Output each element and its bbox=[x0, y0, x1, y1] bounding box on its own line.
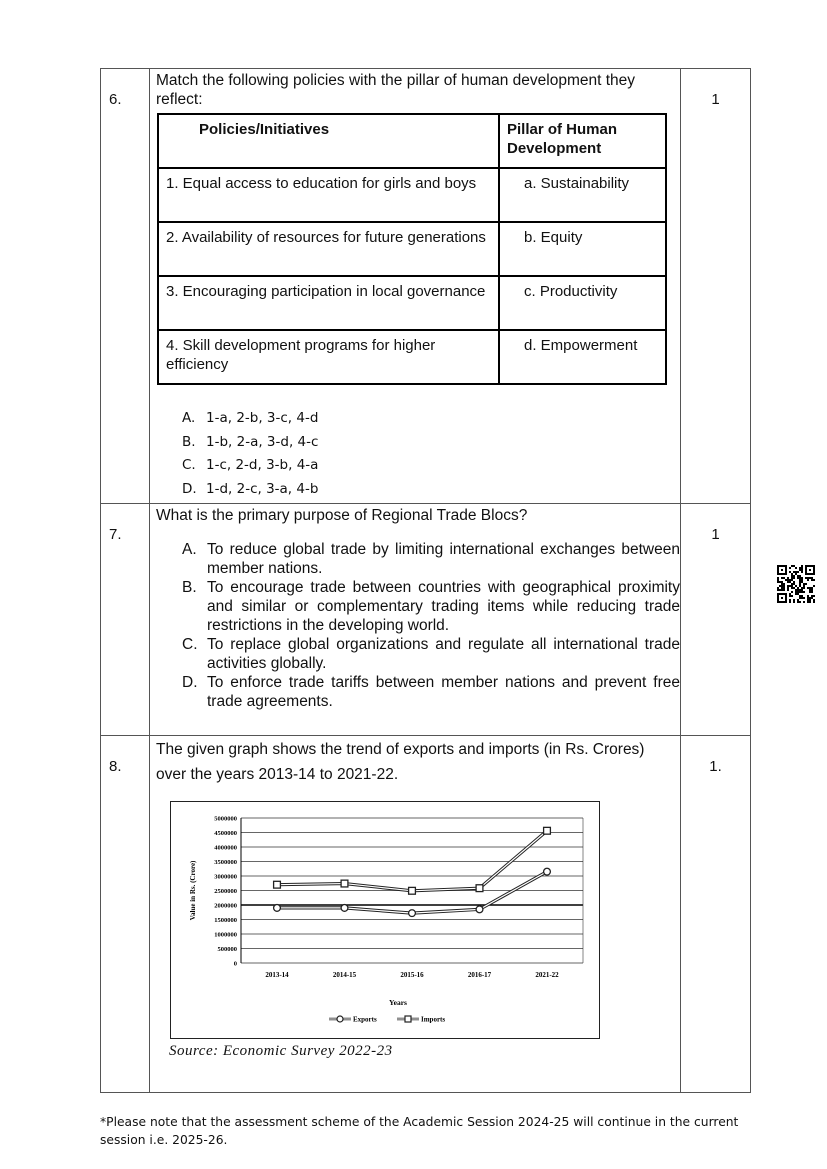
option-text: To enforce trade tariffs between member nations and prevent free trade agreements. bbox=[207, 674, 680, 710]
pillar-cell: a. Sustainability bbox=[499, 168, 666, 222]
qr-module bbox=[799, 601, 801, 603]
qr-module bbox=[811, 591, 813, 593]
qr-module bbox=[791, 575, 793, 577]
qr-module bbox=[783, 589, 785, 591]
option-letter: D. bbox=[182, 480, 197, 497]
qr-module bbox=[777, 579, 779, 581]
qr-module bbox=[779, 589, 781, 591]
marks: 1 bbox=[711, 526, 720, 543]
qr-module bbox=[797, 575, 799, 577]
trade-chart-svg bbox=[171, 802, 599, 1038]
qr-module bbox=[793, 601, 795, 603]
y-tick-label: 500000 bbox=[217, 946, 237, 953]
qr-module bbox=[787, 579, 789, 581]
question-number: 7. bbox=[109, 526, 122, 543]
qr-module bbox=[799, 595, 801, 597]
option-text: 1-d, 2-c, 3-a, 4-b bbox=[206, 480, 319, 497]
qr-module bbox=[799, 597, 801, 599]
qr-module bbox=[797, 577, 799, 579]
qr-module bbox=[793, 565, 795, 567]
option-text: 1-c, 2-d, 3-b, 4-a bbox=[206, 457, 319, 473]
qr-module bbox=[779, 585, 781, 587]
qr-module bbox=[799, 577, 801, 579]
qr-module bbox=[783, 577, 785, 579]
qr-module bbox=[795, 585, 797, 587]
qr-module bbox=[789, 581, 791, 583]
qr-module bbox=[799, 581, 801, 583]
chart-source: Source: Economic Survey 2022-23 bbox=[169, 1043, 393, 1059]
qr-module bbox=[799, 591, 801, 593]
qr-module bbox=[783, 587, 785, 589]
y-tick-label: 4000000 bbox=[214, 844, 237, 852]
qr-module bbox=[799, 575, 801, 577]
qr-module bbox=[791, 573, 793, 575]
trade-chart bbox=[170, 801, 600, 1039]
qr-module bbox=[799, 585, 801, 587]
exports-point bbox=[274, 905, 281, 912]
legend-imports-marker bbox=[405, 1016, 411, 1022]
imports-point bbox=[341, 880, 348, 887]
qr-module bbox=[795, 571, 797, 573]
qr-module bbox=[781, 597, 783, 599]
qr-module bbox=[805, 577, 807, 579]
option-letter: C. bbox=[182, 457, 196, 473]
qr-module bbox=[789, 585, 791, 587]
option-a[interactable] bbox=[182, 407, 680, 431]
option-letter: B. bbox=[182, 579, 197, 596]
y-tick-label: 2500000 bbox=[214, 888, 237, 895]
question-text: The given graph shows the trend of exports and imports (in Rs. Crores) over the years 2013-14 to 2021-22. bbox=[156, 741, 645, 783]
exports-point bbox=[544, 868, 551, 875]
qr-module bbox=[791, 583, 793, 585]
policy-cell: 1. Equal access to education for girls and boys bbox=[158, 168, 499, 222]
qr-module bbox=[783, 585, 785, 587]
imports-point bbox=[544, 827, 551, 834]
qr-module bbox=[781, 589, 783, 591]
qr-module bbox=[777, 587, 779, 589]
option-letter: C. bbox=[182, 636, 198, 653]
option-a[interactable] bbox=[182, 540, 680, 578]
qr-module bbox=[803, 583, 805, 585]
option-text: To reduce global trade by limiting international exchanges between member nations. bbox=[207, 541, 680, 577]
qr-module bbox=[795, 589, 797, 591]
question-row-7 bbox=[101, 504, 751, 736]
qr-module bbox=[799, 567, 801, 569]
imports-point bbox=[409, 887, 416, 894]
y-tick-label: 5000000 bbox=[214, 815, 237, 823]
option-c[interactable] bbox=[182, 454, 680, 478]
qr-module bbox=[801, 595, 803, 597]
qr-module bbox=[809, 597, 811, 599]
qr-module bbox=[791, 585, 793, 587]
qr-module bbox=[793, 583, 795, 585]
y-tick-label: 3000000 bbox=[214, 873, 237, 881]
qr-module bbox=[787, 581, 789, 583]
pillar-cell: d. Empowerment bbox=[499, 330, 666, 384]
qr-module bbox=[787, 589, 789, 591]
header-pillar: Pillar of Human Development bbox=[499, 114, 666, 168]
qr-module bbox=[797, 587, 799, 589]
y-tick-label: 4500000 bbox=[214, 830, 237, 837]
match-row bbox=[158, 276, 666, 330]
qr-module bbox=[789, 567, 791, 569]
qr-module bbox=[803, 601, 805, 603]
option-text: To replace global organizations and regulate all international trade activities globally. bbox=[207, 636, 680, 672]
qr-module bbox=[809, 569, 811, 571]
qr-module bbox=[811, 589, 813, 591]
qr-module bbox=[801, 571, 803, 573]
qr-module bbox=[807, 599, 809, 601]
imports-point bbox=[476, 885, 483, 892]
match-table-header bbox=[158, 114, 666, 168]
qr-module bbox=[801, 597, 803, 599]
series-line-inner bbox=[277, 831, 547, 891]
footnote: *Please note that the assessment scheme of the Academic Session 2024-25 will continue in the current session i.e. 2025-26. bbox=[100, 1115, 739, 1147]
question-row-8 bbox=[101, 736, 751, 1093]
question-table bbox=[100, 68, 751, 1093]
qr-module bbox=[813, 601, 815, 603]
qr-module bbox=[779, 581, 781, 583]
x-tick-label: 2014-15 bbox=[332, 971, 357, 979]
qr-module bbox=[793, 577, 795, 579]
match-row bbox=[158, 168, 666, 222]
question-number: 6. bbox=[109, 91, 122, 108]
qr-module bbox=[801, 569, 803, 571]
qr-module bbox=[795, 593, 797, 595]
qr-module bbox=[777, 577, 779, 579]
qr-module bbox=[809, 587, 811, 589]
x-tick-label: 2013-14 bbox=[265, 971, 289, 979]
qr-module bbox=[791, 577, 793, 579]
option-d[interactable] bbox=[182, 673, 680, 711]
pillar-cell: b. Equity bbox=[499, 222, 666, 276]
qr-module bbox=[811, 597, 813, 599]
qr-module bbox=[781, 569, 783, 571]
qr-module bbox=[807, 577, 809, 579]
qr-module bbox=[807, 597, 809, 599]
option-d[interactable] bbox=[182, 478, 680, 502]
policy-cell: 3. Encouraging participation in local governance bbox=[158, 276, 499, 330]
y-axis-label: Value in Rs. (Crore) bbox=[189, 860, 197, 921]
y-tick-label: 3500000 bbox=[214, 859, 237, 866]
qr-module bbox=[799, 589, 801, 591]
x-tick-label: 2015-16 bbox=[400, 971, 424, 979]
match-table bbox=[157, 113, 667, 385]
qr-module bbox=[791, 565, 793, 567]
qr-module bbox=[803, 587, 805, 589]
question-row-6 bbox=[101, 69, 751, 504]
qr-module bbox=[789, 601, 791, 603]
exports-point bbox=[476, 906, 483, 913]
qr-module bbox=[811, 579, 813, 581]
qr-module bbox=[781, 587, 783, 589]
match-row bbox=[158, 222, 666, 276]
qr-module bbox=[793, 599, 795, 601]
marks: 1 bbox=[711, 91, 720, 108]
qr-module bbox=[789, 579, 791, 581]
qr-module bbox=[797, 601, 799, 603]
question-text: What is the primary purpose of Regional Trade Blocs? bbox=[156, 507, 528, 524]
imports-point bbox=[274, 881, 281, 888]
qr-module bbox=[807, 587, 809, 589]
qr-module bbox=[811, 577, 813, 579]
option-letter: D. bbox=[182, 674, 198, 691]
qr-module bbox=[797, 599, 799, 601]
qr-module bbox=[781, 581, 783, 583]
y-tick-label: 0 bbox=[233, 960, 237, 968]
options-list bbox=[182, 540, 680, 711]
y-tick-label: 1000000 bbox=[214, 931, 237, 939]
option-b[interactable] bbox=[182, 431, 680, 455]
qr-module bbox=[813, 599, 815, 601]
qr-module bbox=[801, 577, 803, 579]
marks: 1. bbox=[709, 758, 722, 775]
qr-module bbox=[797, 591, 799, 593]
qr-module bbox=[795, 591, 797, 593]
qr-module bbox=[809, 601, 811, 603]
question-number: 8. bbox=[109, 758, 122, 775]
qr-module bbox=[801, 567, 803, 569]
qr-module bbox=[811, 587, 813, 589]
option-letter: B. bbox=[182, 433, 196, 450]
qr-module bbox=[793, 571, 795, 573]
qr-module bbox=[805, 583, 807, 585]
y-tick-label: 1500000 bbox=[214, 917, 237, 924]
qr-module bbox=[781, 577, 783, 579]
option-letter: A. bbox=[182, 541, 197, 558]
qr-module bbox=[791, 591, 793, 593]
qr-module bbox=[781, 585, 783, 587]
header-policies: Policies/Initiatives bbox=[158, 114, 499, 168]
pillar-cell: c. Productivity bbox=[499, 276, 666, 330]
qr-module bbox=[807, 579, 809, 581]
qr-module bbox=[799, 579, 801, 581]
qr-module bbox=[789, 595, 791, 597]
qr-module bbox=[787, 577, 789, 579]
qr-code bbox=[777, 565, 815, 603]
qr-module bbox=[807, 601, 809, 603]
qr-module bbox=[781, 583, 783, 585]
qr-module bbox=[795, 567, 797, 569]
qr-module bbox=[783, 583, 785, 585]
qr-module bbox=[791, 587, 793, 589]
qr-module bbox=[777, 589, 779, 591]
x-tick-label: 2021-22 bbox=[535, 971, 559, 979]
qr-module bbox=[809, 591, 811, 593]
qr-module bbox=[799, 583, 801, 585]
qr-module bbox=[807, 595, 809, 597]
qr-module bbox=[791, 595, 793, 597]
qr-module bbox=[803, 591, 805, 593]
qr-code-icon bbox=[777, 565, 815, 603]
qr-module bbox=[789, 593, 791, 595]
qr-module bbox=[801, 589, 803, 591]
qr-module bbox=[809, 589, 811, 591]
qr-module bbox=[793, 587, 795, 589]
legend-exports-label: Exports bbox=[353, 1015, 377, 1024]
qr-module bbox=[789, 571, 791, 573]
qr-module bbox=[797, 593, 799, 595]
policy-cell: 2. Availability of resources for future generations bbox=[158, 222, 499, 276]
options-list bbox=[182, 407, 680, 501]
x-axis-label: Years bbox=[389, 998, 407, 1007]
policy-cell: 4. Skill development programs for higher efficiency bbox=[158, 330, 499, 384]
y-tick-label: 2000000 bbox=[214, 902, 237, 910]
qr-module bbox=[787, 587, 789, 589]
option-b[interactable] bbox=[182, 578, 680, 635]
qr-module bbox=[801, 581, 803, 583]
option-text: To encourage trade between countries with geographical proximity and similar or complementary trading items while reducing trade restrictions in the developing world. bbox=[207, 579, 680, 634]
qr-module bbox=[785, 579, 787, 581]
option-letter: A. bbox=[182, 410, 196, 426]
qr-module bbox=[801, 579, 803, 581]
qr-module bbox=[813, 579, 815, 581]
qr-module bbox=[797, 571, 799, 573]
exports-point bbox=[341, 905, 348, 912]
qr-module bbox=[799, 569, 801, 571]
qr-module bbox=[801, 565, 803, 567]
qr-module bbox=[801, 591, 803, 593]
exports-point bbox=[409, 910, 416, 917]
qr-module bbox=[795, 573, 797, 575]
qr-module bbox=[813, 595, 815, 597]
qr-module bbox=[811, 595, 813, 597]
x-tick-label: 2016-17 bbox=[467, 971, 492, 979]
option-c[interactable] bbox=[182, 635, 680, 673]
series-line-imports bbox=[277, 831, 547, 891]
match-row bbox=[158, 330, 666, 384]
legend-exports-marker bbox=[337, 1016, 343, 1022]
qr-module bbox=[813, 585, 815, 587]
question-text: Match the following policies with the pillar of human development they reflect: bbox=[156, 72, 636, 108]
qr-module bbox=[809, 577, 811, 579]
qr-module bbox=[801, 587, 803, 589]
qr-module bbox=[777, 581, 779, 583]
qr-module bbox=[789, 599, 791, 601]
option-text: 1-b, 2-a, 3-d, 4-c bbox=[206, 433, 319, 450]
qr-module bbox=[803, 585, 805, 587]
qr-module bbox=[797, 589, 799, 591]
qr-module bbox=[809, 599, 811, 601]
qr-module bbox=[787, 585, 789, 587]
qr-module bbox=[793, 575, 795, 577]
option-text: 1-a, 2-b, 3-c, 4-d bbox=[206, 410, 319, 426]
qr-module bbox=[803, 597, 805, 599]
legend-imports-label: Imports bbox=[421, 1015, 446, 1024]
qr-module bbox=[793, 581, 795, 583]
qr-module bbox=[791, 579, 793, 581]
